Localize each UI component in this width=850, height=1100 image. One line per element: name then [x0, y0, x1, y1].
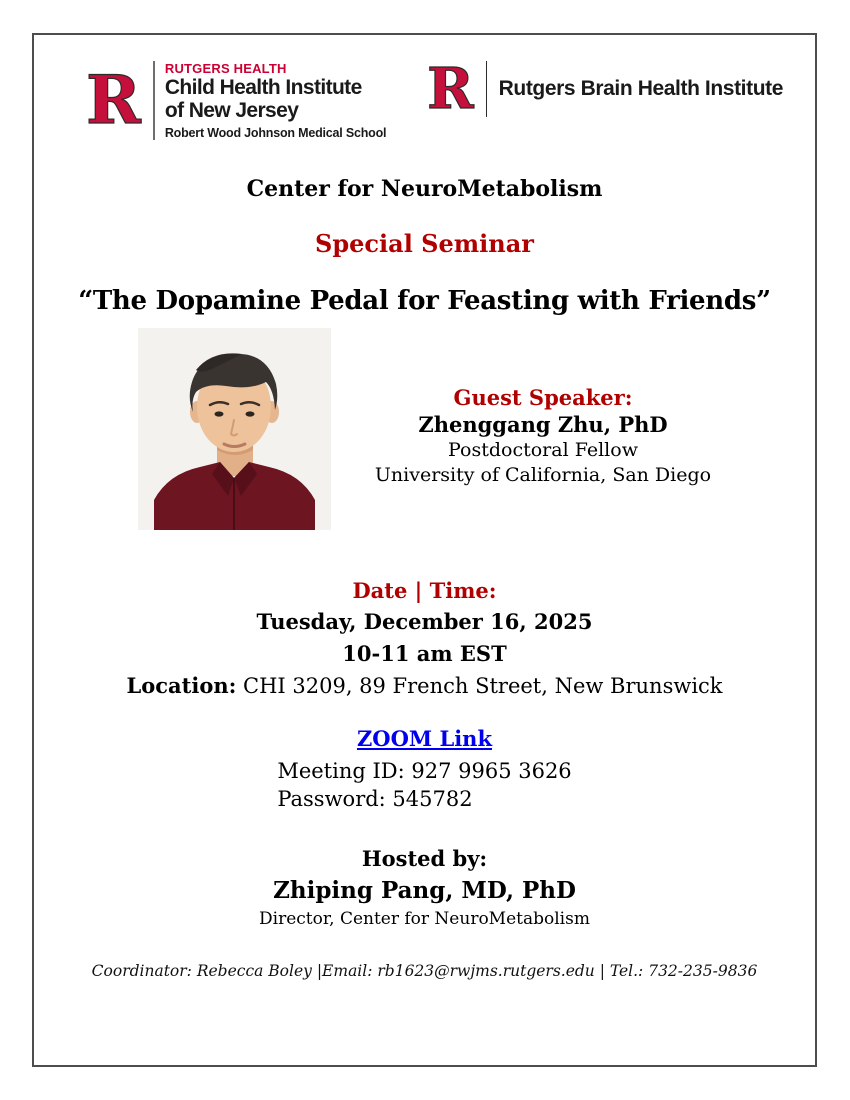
location-label: Location: [126, 672, 237, 698]
meeting-password: Password: 545782 [277, 786, 473, 811]
talk-title: “The Dopamine Pedal for Feasting with Friends” [78, 285, 771, 316]
speaker-affiliation: University of California, San Diego [374, 463, 712, 486]
speaker-name: Zhenggang Zhu, PhD [418, 411, 668, 437]
chinj-logo-text [165, 61, 386, 140]
hosted-by-heading: Hosted by: [361, 845, 488, 871]
seminar-title: Special Seminar [315, 228, 534, 258]
bhi-logo-text: Rutgers Brain Health Institute [498, 77, 783, 100]
speaker-photo [138, 328, 331, 530]
event-location [54, 670, 795, 703]
event-time: 10-11 am EST [342, 641, 507, 666]
meeting-id: Meeting ID: 927 9965 3626 [277, 759, 572, 784]
center-title: Center for NeuroMetabolism [246, 175, 603, 202]
zoom-credentials [277, 758, 571, 813]
flyer-frame [32, 33, 817, 1067]
event-date: Tuesday, December 16, 2025 [256, 609, 593, 635]
logo-line2: of New Jersey [164, 98, 299, 122]
logo-tagline: RUTGERS HEALTH [164, 61, 287, 76]
chinj-logo [86, 61, 386, 140]
logo-line3: Robert Wood Johnson Medical School [164, 125, 387, 140]
host-section [54, 843, 795, 932]
logo-divider [153, 61, 155, 140]
logo-line1: Child Health Institute [164, 76, 362, 100]
speaker-info [331, 328, 795, 530]
coordinator-footer: Coordinator: Rebecca Boley |Email: rb1623@rwjms.rutgers.edu | Tel.: 732-235-9836 [91, 961, 758, 980]
header [54, 56, 795, 140]
rutgers-r-icon: R [427, 56, 474, 122]
speaker-portrait-illustration [138, 328, 331, 530]
rutgers-r-icon: R [86, 61, 141, 140]
speaker-role: Postdoctoral Fellow [448, 439, 638, 462]
zoom-section [54, 723, 795, 813]
location-value: CHI 3209, 89 French Street, New Brunswick [236, 673, 723, 698]
event-details [54, 575, 795, 703]
zoom-link[interactable]: ZOOM Link [356, 725, 493, 751]
host-title: Director, Center for NeuroMetabolism [259, 908, 590, 929]
guest-speaker-heading: Guest Speaker: [453, 384, 633, 410]
speaker-section [138, 328, 795, 530]
host-name: Zhiping Pang, MD, PhD [273, 877, 576, 905]
logo-divider [486, 61, 487, 117]
bhi-logo [427, 56, 783, 122]
datetime-heading: Date | Time: [352, 577, 497, 603]
